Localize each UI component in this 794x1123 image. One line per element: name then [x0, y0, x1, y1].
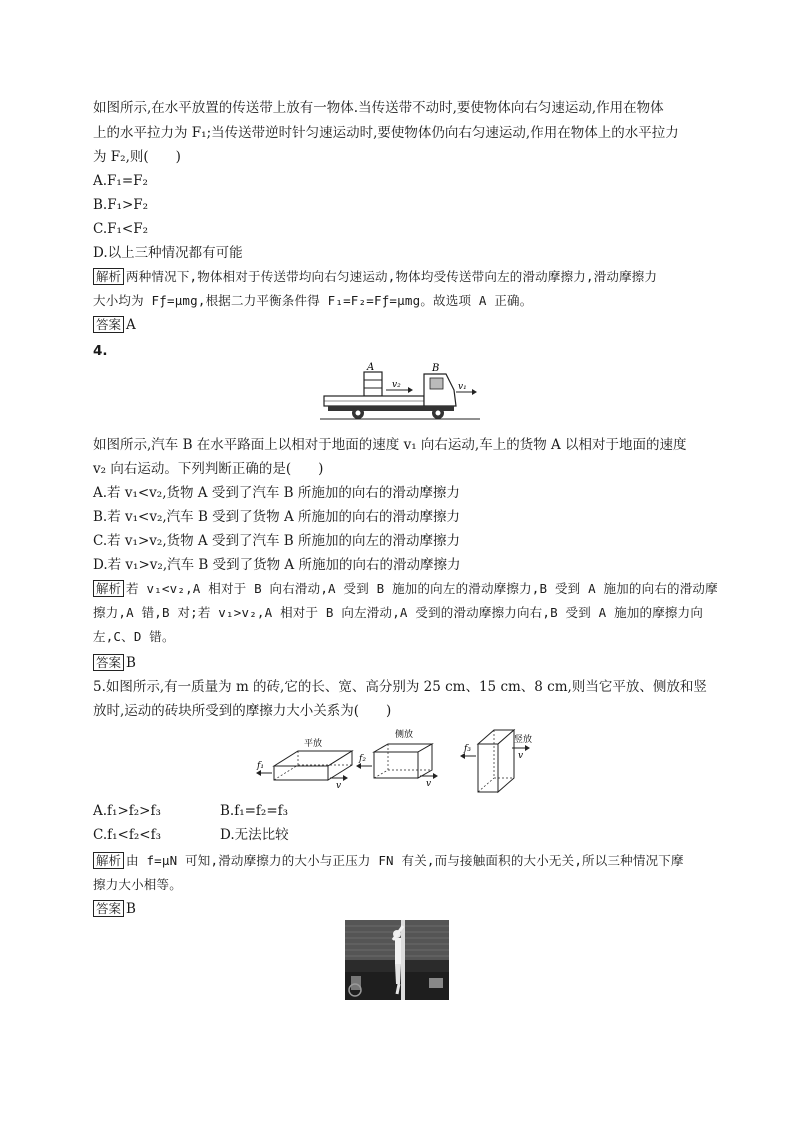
brick-flat: [256, 737, 352, 791]
answer-tag: 答案: [93, 900, 124, 917]
q3-option-d: D.以上三种情况都有可能: [93, 245, 243, 261]
q5-analysis-line-1: 由 f=μN 可知,滑动摩擦力的大小与正压力 FN 有关,而与接触面积的大小无关,所以三种情况下摩: [126, 853, 684, 868]
q5-answer-value: B: [126, 901, 136, 917]
q5-option-b: B.f₁=f₂=f₃: [220, 803, 289, 819]
q4-option-c: C.若 v₁>v₂,货物 A 受到了汽车 B 所施加的向左的滑动摩擦力: [93, 533, 460, 549]
label-f2: f₂: [359, 754, 366, 764]
label-v-upright: v: [518, 751, 524, 761]
q5-answer: [93, 900, 136, 918]
q3-analysis-line-2: 大小均为 Fƒ=μmg,根据二力平衡条件得 F₁=F₂=Fƒ=μmg。故选项 A 正确。: [93, 293, 533, 308]
q4-option-a: A.若 v₁<v₂,货物 A 受到了汽车 B 所施加的向右的滑动摩擦力: [93, 485, 460, 501]
label-side: 侧放: [395, 730, 414, 740]
label-upright: 竖放: [514, 735, 533, 745]
analysis-tag: 解析: [93, 580, 124, 597]
label-flat: 平放: [304, 739, 323, 749]
pole-climbing-photo: [345, 920, 449, 1000]
q3-stem-line-1: 如图所示,在水平放置的传送带上放有一物体.当传送带不动时,要使物体向右匀速运动,作用在物体: [93, 100, 664, 116]
q5-analysis-line-2: 擦力大小相等。: [93, 877, 182, 892]
q3-analysis-line-1: 两种情况下,物体相对于传送带均向右匀速运动,物体均受传送带向左的滑动摩擦力,滑动摩擦力: [126, 269, 658, 284]
q4-answer: [93, 654, 136, 672]
q4-analysis-line-2: 擦力,A 错,B 对;若 v₁>v₂,A 相对于 B 向左滑动,A 受到的滑动摩擦力向右,B 受到 A 施加的摩擦力向: [93, 605, 704, 620]
q4-analysis-line-3: 左,C、D 错。: [93, 629, 175, 644]
q4-option-b: B.若 v₁<v₂,汽车 B 受到了货物 A 所施加的向右的滑动摩擦力: [93, 509, 461, 525]
q5-stem-line-1: 5.如图所示,有一质量为 m 的砖,它的长、宽、高分别为 25 cm、15 cm、8 cm,则当它平放、侧放和竖: [93, 679, 707, 695]
answer-tag: 答案: [93, 316, 124, 333]
label-v1: v₁: [458, 382, 467, 392]
label-v2: v₂: [392, 380, 401, 390]
truck-figure: [320, 360, 480, 426]
q3-analysis: [93, 268, 657, 286]
q4-number: 4.: [93, 343, 108, 359]
label-f1: f₁: [257, 761, 264, 771]
q5-option-a: A.f₁>f₂>f₃: [93, 803, 161, 819]
q4-stem-line-1: 如图所示,汽车 B 在水平路面上以相对于地面的速度 v₁ 向右运动,车上的货物 A 以相对于地面的速度: [93, 437, 687, 453]
analysis-tag: 解析: [93, 268, 124, 285]
q4-option-d: D.若 v₁>v₂,汽车 B 受到了货物 A 所施加的向右的滑动摩擦力: [93, 557, 461, 573]
brick-figure: [252, 726, 552, 796]
q5-option-c: C.f₁<f₂<f₃: [93, 827, 161, 843]
answer-tag: 答案: [93, 654, 124, 671]
q4-answer-value: B: [126, 655, 136, 671]
q3-stem-line-2: 上的水平拉力为 F₁;当传送带逆时针匀速运动时,要使物体仍向右匀速运动,作用在物体上的水平拉力: [93, 125, 679, 141]
q4-analysis: [93, 580, 718, 598]
label-v-side: v: [426, 779, 432, 789]
label-v-flat: v: [336, 781, 342, 791]
label-a: A: [367, 362, 375, 373]
analysis-tag: 解析: [93, 852, 124, 869]
q3-option-c: C.F₁<F₂: [93, 221, 149, 237]
label-b: B: [432, 363, 440, 374]
brick-upright: [460, 730, 532, 792]
q4-analysis-line-1: 若 v₁<v₂,A 相对于 B 向右滑动,A 受到 B 施加的向左的滑动摩擦力,B 受到 A 施加的向右的滑动摩: [126, 581, 718, 596]
q5-stem-line-2: 放时,运动的砖块所受到的摩擦力大小关系为( ): [93, 703, 392, 719]
q3-option-a: A.F₁=F₂: [93, 173, 148, 189]
q4-stem-line-2: v₂ 向右运动。下列判断正确的是( ): [93, 461, 324, 477]
q3-answer: [93, 316, 136, 334]
q3-stem-line-3: 为 F₂,则( ): [93, 149, 181, 165]
q5-options-row-1: [93, 802, 161, 820]
q3-answer-value: A: [126, 317, 136, 333]
q5-analysis: [93, 852, 684, 870]
label-f3: f₃: [464, 744, 471, 754]
q5-option-d: D.无法比较: [220, 827, 289, 843]
q3-option-b: B.F₁>F₂: [93, 197, 149, 213]
brick-side: [356, 728, 438, 789]
